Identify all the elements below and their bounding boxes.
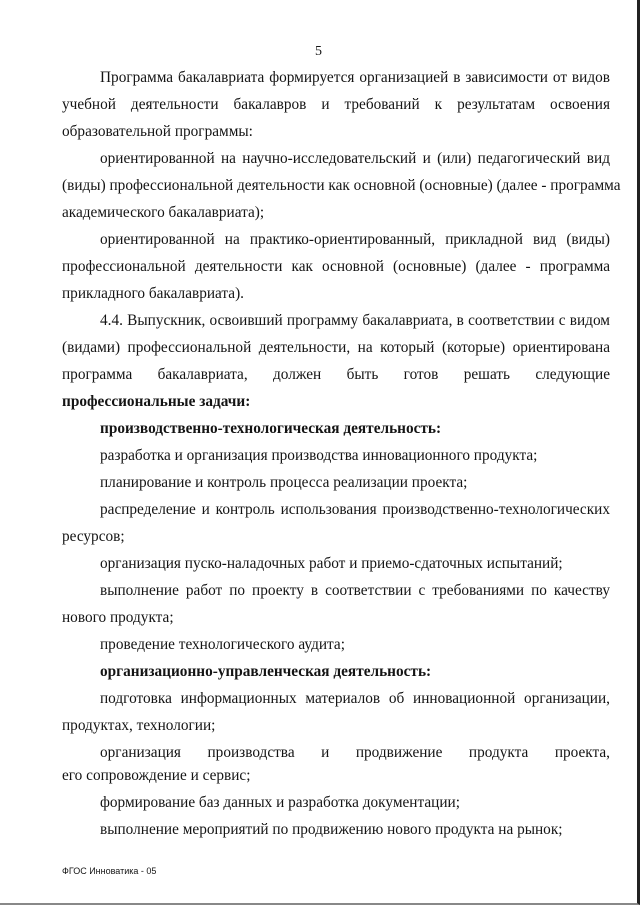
paragraph-line: (виды) профессиональной деятельности как основной (основные) (далее - программа [62,177,621,194]
paragraph-line: Программа бакалавриата формируется организацией в зависимости от видов [100,69,610,86]
document-footer: ФГОС Инноватика - 05 [62,866,157,876]
list-item: планирование и контроль процесса реализации проекта; [100,474,468,491]
paragraph-line: ориентированной на научно-исследовательский и (или) педагогический вид [100,150,610,167]
section-heading: профессиональные задачи: [62,393,251,410]
list-item: выполнение работ по проекту в соответствии с требованиями по качеству [100,582,610,599]
list-item-continuation: его сопровождение и сервис; [62,767,251,784]
list-item-continuation: нового продукта; [62,609,174,626]
paragraph-line: академического бакалавриата); [62,204,265,221]
paragraph-line: образовательной программы: [62,123,253,140]
paragraph-line: (видами) профессиональной деятельности, на который (которые) ориентирована [62,339,610,356]
list-item-continuation: ресурсов; [62,528,125,545]
subsection-heading: организационно-управленческая деятельность: [100,663,432,680]
list-item-continuation: продуктах, технологии; [62,717,216,734]
list-item: распределение и контроль использования производственно-технологических [100,501,610,518]
list-item: формирование баз данных и разработка документации; [100,794,460,811]
list-item: организация производства и продвижение продукта проекта, [100,744,610,761]
page-number: 5 [315,44,322,59]
list-item: разработка и организация производства инновационного продукта; [100,447,538,464]
paragraph-line: ориентированной на практико-ориентированный, прикладной вид (виды) [100,231,610,248]
subsection-heading: производственно-технологическая деятельность: [100,420,442,437]
list-item: выполнение мероприятий по продвижению нового продукта на рынок; [100,821,563,838]
list-item: проведение технологического аудита; [100,636,345,653]
list-item: подготовка информационных материалов об инновационной организации, [100,690,610,707]
paragraph-line: учебной деятельности бакалавров и требований к результатам освоения [62,96,610,113]
paragraph-line: 4.4. Выпускник, освоивший программу бакалавриата, в соответствии с видом [100,312,610,329]
list-item: организация пуско-наладочных работ и приемо-сдаточных испытаний; [100,555,563,572]
paragraph-line: профессиональной деятельности как основной (основные) (далее - программа [62,258,610,275]
paragraph-line: программа бакалавриата, должен быть готов решать следующие [62,366,610,383]
paragraph-line: прикладного бакалавриата). [62,285,245,302]
